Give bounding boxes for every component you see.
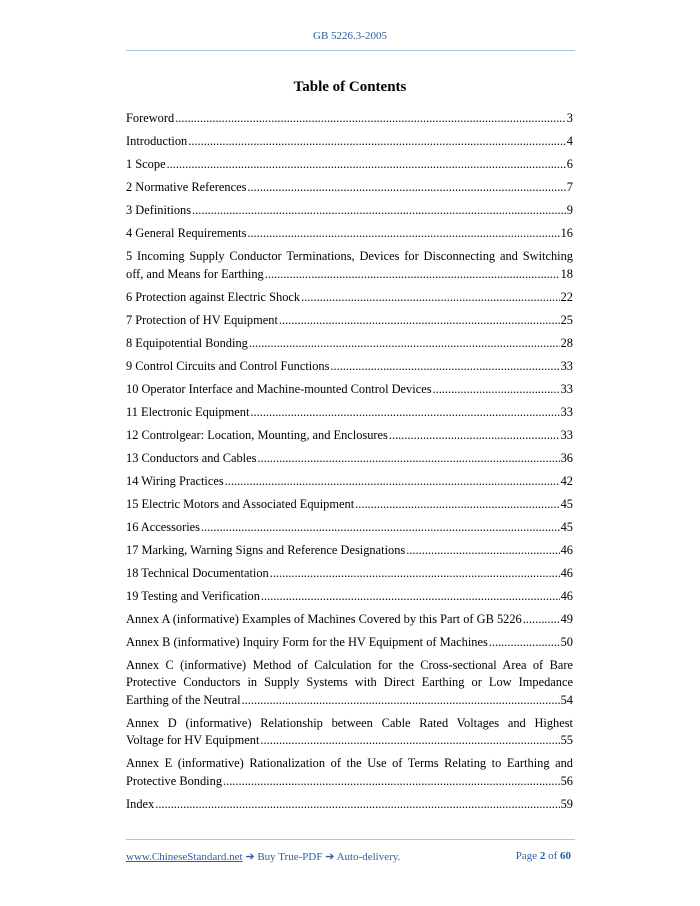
dot-leader bbox=[523, 611, 560, 629]
dot-leader bbox=[389, 427, 560, 445]
toc-page-number: 18 bbox=[560, 266, 573, 281]
footer-promo bbox=[126, 850, 400, 863]
toc-entry[interactable] bbox=[126, 473, 573, 491]
toc-page-number: 46 bbox=[560, 588, 573, 603]
toc-entry[interactable] bbox=[126, 634, 573, 652]
arrow-icon: ➔ bbox=[245, 851, 255, 863]
dot-leader bbox=[257, 450, 559, 468]
toc-entry[interactable] bbox=[126, 225, 573, 243]
toc-entry[interactable] bbox=[126, 542, 573, 560]
toc-entry[interactable] bbox=[126, 248, 573, 283]
toc-entry[interactable] bbox=[126, 358, 573, 376]
dot-leader bbox=[279, 312, 560, 330]
dot-leader bbox=[260, 732, 559, 750]
toc-page-number: 16 bbox=[560, 226, 573, 240]
dot-leader bbox=[188, 133, 566, 151]
toc-page-number: 46 bbox=[560, 542, 573, 557]
toc-entry-text: Voltage for HV Equipment bbox=[126, 733, 260, 747]
toc-entry-last-line bbox=[126, 732, 573, 750]
toc-entry-text-line: Protective Conductors in Supply Systems with Direct Earthing or Low Impedance bbox=[126, 675, 573, 689]
toc-entry[interactable] bbox=[126, 450, 573, 468]
toc-page-number: 4 bbox=[566, 134, 573, 148]
toc-page-number: 59 bbox=[560, 796, 573, 811]
toc-entry[interactable] bbox=[126, 110, 573, 128]
toc-entry-text: 19 Testing and Verification bbox=[126, 588, 260, 603]
toc-page-number: 45 bbox=[560, 496, 573, 511]
dot-leader bbox=[247, 225, 559, 243]
dot-leader bbox=[167, 156, 566, 174]
dot-leader bbox=[433, 381, 560, 399]
dot-leader bbox=[192, 202, 566, 220]
toc-page-number: 33 bbox=[560, 358, 573, 373]
toc-entry-text: Earthing of the Neutral bbox=[126, 692, 241, 707]
toc-entry[interactable] bbox=[126, 588, 573, 606]
buy-true-pdf-text: Buy True-PDF bbox=[257, 851, 323, 863]
toc-page-number: 46 bbox=[560, 565, 573, 580]
toc-page-number: 50 bbox=[560, 634, 573, 649]
toc-entry[interactable] bbox=[126, 796, 573, 814]
toc-entry-text-line: Annex C (informative) Method of Calculation for the Cross-sectional Area of Bare bbox=[126, 657, 573, 672]
page-label: Page bbox=[515, 850, 538, 862]
toc-entry[interactable] bbox=[126, 289, 573, 307]
toc-entry-text: 12 Controlgear: Location, Mounting, and Enclosures bbox=[126, 427, 388, 442]
toc-entry-text: 9 Control Circuits and Control Functions bbox=[126, 358, 330, 373]
toc-entry-text-line: 5 Incoming Supply Conductor Terminations, Devices for Disconnecting and Switching bbox=[126, 249, 573, 263]
toc-entry-text: 11 Electronic Equipment bbox=[126, 404, 250, 419]
toc-entry-text-line: Annex E (informative) Rationalization of the Use of Terms Relating to Earthing and bbox=[126, 756, 573, 770]
dot-leader bbox=[247, 179, 565, 197]
toc-entry-text: 15 Electric Motors and Associated Equipment bbox=[126, 496, 355, 511]
dot-leader bbox=[489, 634, 560, 652]
toc-entry[interactable] bbox=[126, 519, 573, 537]
toc-entry-text: 2 Normative References bbox=[126, 180, 247, 194]
toc-page-number: 22 bbox=[560, 289, 573, 304]
toc-entry-text: 14 Wiring Practices bbox=[126, 473, 224, 488]
dot-leader bbox=[330, 358, 559, 376]
toc-page-number: 36 bbox=[560, 450, 573, 465]
toc-entry[interactable] bbox=[126, 202, 573, 220]
toc-page-number: 33 bbox=[560, 404, 573, 419]
toc-entry-text: 16 Accessories bbox=[126, 519, 200, 534]
footer-divider bbox=[126, 839, 575, 840]
dot-leader bbox=[155, 796, 559, 814]
dot-leader bbox=[261, 588, 560, 606]
toc-entry-last-line bbox=[126, 266, 573, 284]
toc-entry[interactable] bbox=[126, 427, 573, 445]
dot-leader bbox=[201, 519, 560, 537]
toc-page-number: 56 bbox=[560, 773, 573, 788]
toc-entry-text: 6 Protection against Electric Shock bbox=[126, 289, 301, 304]
toc-entry-text: 13 Conductors and Cables bbox=[126, 450, 257, 465]
toc-entry-text: off, and Means for Earthing bbox=[126, 266, 264, 281]
toc-entry-last-line bbox=[126, 773, 573, 791]
toc-entry[interactable] bbox=[126, 657, 573, 710]
toc-page-number: 49 bbox=[560, 611, 573, 626]
total-pages: 60 bbox=[560, 850, 571, 862]
toc-entry-text: Protective Bonding bbox=[126, 773, 223, 788]
page-title: Table of Contents bbox=[293, 79, 407, 95]
toc-page-number: 6 bbox=[566, 157, 573, 171]
toc-page-number: 33 bbox=[560, 381, 573, 396]
toc-entry-last-line bbox=[126, 692, 573, 710]
toc-entry[interactable] bbox=[126, 133, 573, 151]
dot-leader bbox=[250, 404, 559, 422]
dot-leader bbox=[175, 110, 566, 128]
toc-entry-text: Index bbox=[126, 796, 155, 811]
toc-entry[interactable] bbox=[126, 755, 573, 790]
toc-entry-text-line: Annex D (informative) Relationship between Cable Rated Voltages and Highest bbox=[126, 715, 573, 730]
dot-leader bbox=[406, 542, 559, 560]
toc-page-number: 25 bbox=[560, 312, 573, 327]
header-divider bbox=[126, 50, 575, 51]
table-of-contents bbox=[126, 110, 573, 819]
toc-page-number: 45 bbox=[560, 519, 573, 534]
dot-leader bbox=[265, 266, 560, 284]
current-page: 2 bbox=[539, 850, 546, 862]
dot-leader bbox=[355, 496, 559, 514]
toc-entry-text: 18 Technical Documentation bbox=[126, 565, 269, 580]
dot-leader bbox=[270, 565, 560, 583]
toc-entry-text: Annex A (informative) Examples of Machines Covered by this Part of GB 5226 bbox=[126, 611, 522, 626]
toc-page-number: 54 bbox=[560, 692, 573, 707]
arrow-icon: ➔ bbox=[325, 851, 335, 863]
toc-entry[interactable] bbox=[126, 312, 573, 330]
toc-entry-text: 17 Marking, Warning Signs and Reference Designations bbox=[126, 542, 406, 557]
toc-page-number: 7 bbox=[566, 180, 573, 194]
dot-leader bbox=[225, 473, 560, 491]
toc-entry[interactable] bbox=[126, 381, 573, 399]
toc-entry[interactable] bbox=[126, 611, 573, 629]
toc-entry[interactable] bbox=[126, 496, 573, 514]
toc-page-number: 3 bbox=[566, 111, 573, 125]
toc-entry-text: 7 Protection of HV Equipment bbox=[126, 312, 278, 327]
toc-page-number: 33 bbox=[560, 427, 573, 442]
document-code-header: GB 5226.3-2005 bbox=[313, 30, 387, 42]
toc-entry-text: 1 Scope bbox=[126, 157, 166, 171]
toc-entry-text: 10 Operator Interface and Machine-mounted Control Devices bbox=[126, 381, 432, 396]
dot-leader bbox=[223, 773, 560, 791]
toc-entry[interactable] bbox=[126, 156, 573, 174]
toc-entry[interactable] bbox=[126, 404, 573, 422]
toc-entry-text: 3 Definitions bbox=[126, 203, 192, 217]
toc-entry[interactable] bbox=[126, 179, 573, 197]
dot-leader bbox=[249, 335, 560, 353]
website-link[interactable]: www.ChineseStandard.net bbox=[126, 851, 243, 863]
toc-page-number: 28 bbox=[560, 335, 573, 350]
toc-entry[interactable] bbox=[126, 335, 573, 353]
toc-entry-text: 8 Equipotential Bonding bbox=[126, 335, 248, 350]
dot-leader bbox=[301, 289, 559, 307]
toc-entry-text: 4 General Requirements bbox=[126, 226, 247, 240]
toc-page-number: 42 bbox=[560, 473, 573, 488]
auto-delivery-text: Auto-delivery. bbox=[336, 851, 401, 863]
toc-entry[interactable] bbox=[126, 565, 573, 583]
toc-page-number: 55 bbox=[560, 733, 573, 747]
toc-page-number: 9 bbox=[566, 203, 573, 217]
dot-leader bbox=[242, 692, 560, 710]
page-of-label: of bbox=[548, 850, 558, 862]
toc-entry[interactable] bbox=[126, 715, 573, 750]
toc-entry-text: Annex B (informative) Inquiry Form for the HV Equipment of Machines bbox=[126, 634, 488, 649]
toc-entry-text: Foreword bbox=[126, 111, 175, 125]
page-number bbox=[516, 850, 571, 862]
toc-entry-text: Introduction bbox=[126, 134, 188, 148]
